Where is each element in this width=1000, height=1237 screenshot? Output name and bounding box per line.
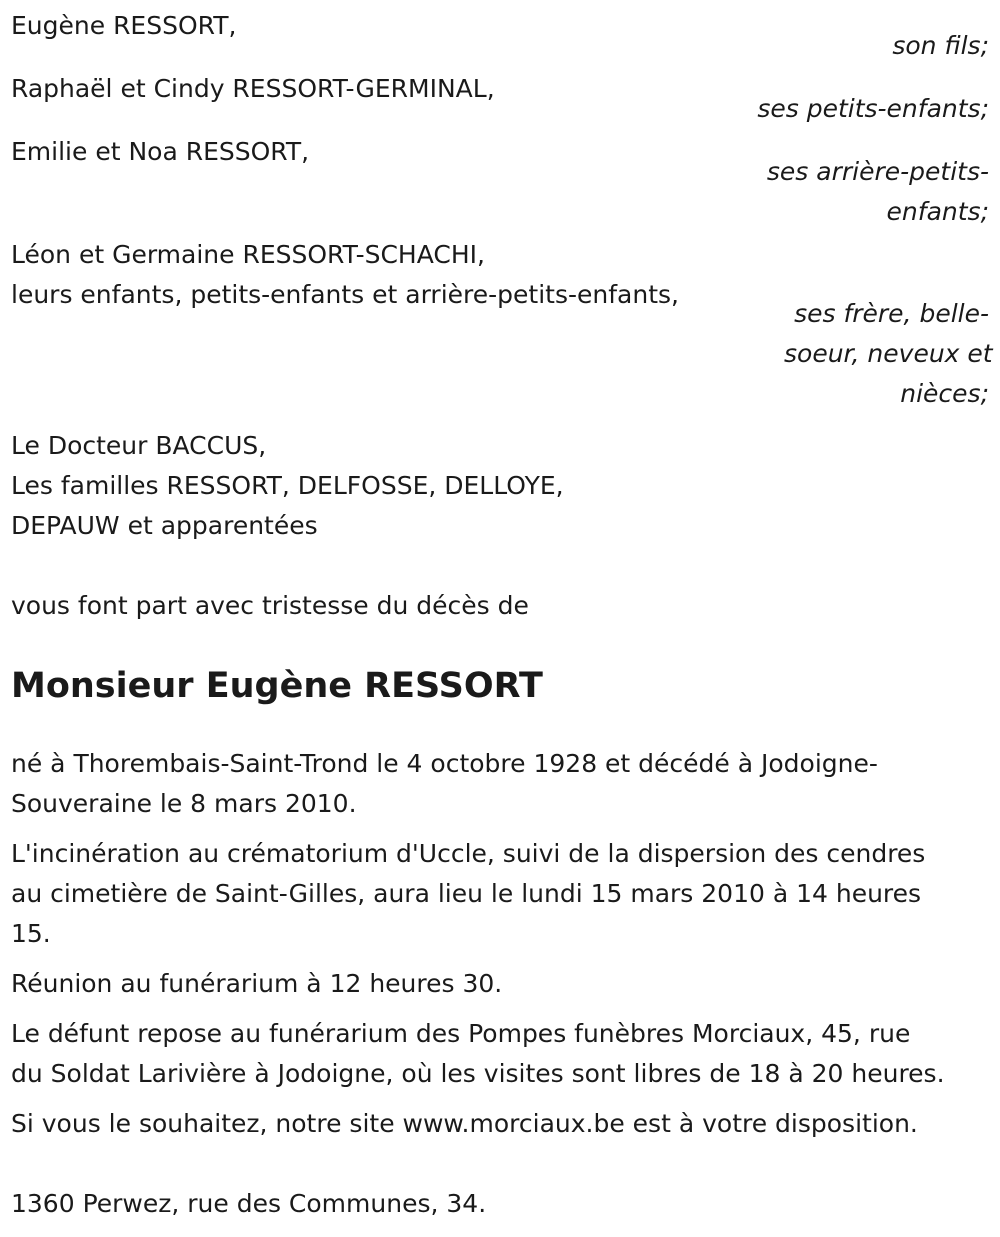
family-names: leurs enfants, petits-enfants et arrière-petits-enfants,	[11, 280, 679, 309]
paragraph-ceremony: L'incinération au crématorium d'Uccle, suivi de la dispersion des cendres au cimetière de Saint-Gilles, aura lieu le lundi 15 mars 2010 à 14 heures 15.	[11, 839, 926, 948]
mourner-line: DEPAUW et apparentées	[11, 511, 318, 540]
paragraph-website: Si vous le souhaitez, notre site www.morciaux.be est à votre disposition.	[11, 1109, 918, 1138]
family-names: Eugène RESSORT,	[11, 11, 237, 40]
family-entry	[11, 6, 989, 66]
family-relation: son fils;	[892, 31, 989, 60]
family-names: Emilie et Noa RESSORT,	[11, 137, 310, 166]
paragraph-reunion: Réunion au funérarium à 12 heures 30.	[11, 969, 503, 998]
obituary-notice	[11, 6, 993, 1224]
family-relation: ses petits-enfants;	[757, 94, 989, 123]
mourner-line: Le Docteur BACCUS,	[11, 431, 267, 460]
mourner-line: Les familles RESSORT, DELFOSSE, DELLOYE,	[11, 471, 564, 500]
family-entry	[11, 132, 989, 232]
announcement: vous font part avec tristesse du décès de	[11, 591, 529, 620]
deceased-name: Monsieur Eugène RESSORT	[11, 666, 543, 706]
family-relation: ses arrière-petits- enfants;	[766, 157, 989, 226]
paragraph-birth-death: né à Thorembais-Saint-Trond le 4 octobre 1928 et décédé à Jodoigne- Souveraine le 8 mars 2010.	[11, 749, 878, 818]
family-names: Raphaël et Cindy RESSORT-GERMINAL,	[11, 74, 495, 103]
other-mourners	[11, 426, 989, 546]
family-entry	[11, 69, 989, 129]
family-names: Léon et Germaine RESSORT-SCHACHI,	[11, 240, 485, 269]
paragraph-visitation: Le défunt repose au funérarium des Pompes funèbres Morciaux, 45, rue du Soldat Larivière à Jodoigne, où les visites sont libres de 18 à 20 heures.	[11, 1019, 945, 1088]
family-entry	[11, 235, 993, 414]
family-relation: ses frère, belle- soeur, neveux et nièces;	[784, 299, 993, 408]
address: 1360 Perwez, rue des Communes, 34.	[11, 1189, 487, 1218]
